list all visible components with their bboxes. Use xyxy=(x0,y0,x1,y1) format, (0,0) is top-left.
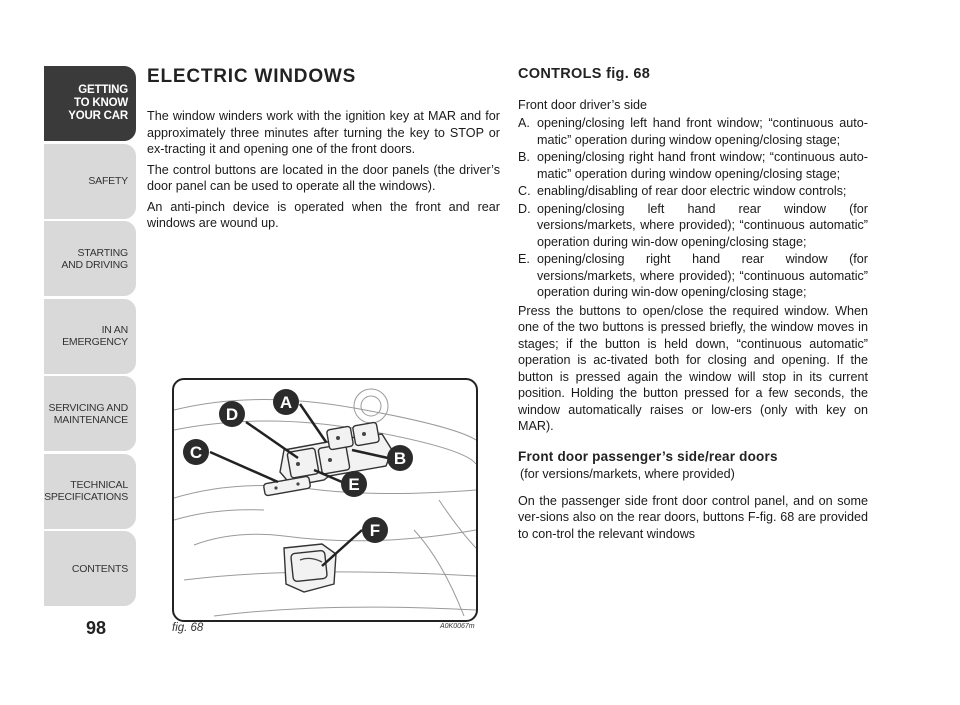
tab-getting-to-know-your-car[interactable] xyxy=(44,66,136,141)
tab-servicing-and-maintenance[interactable] xyxy=(44,376,136,451)
item-key: D. xyxy=(518,201,531,216)
controls-list xyxy=(518,115,868,301)
passenger-subheading: Front door passenger’s side/rear doors xyxy=(518,448,778,464)
tab-label: SAFETY xyxy=(88,175,128,187)
paragraph: An anti-pinch device is operated when the front and rear windows are wound up. xyxy=(147,199,500,230)
callout-label: D xyxy=(225,405,239,424)
callout-label: B xyxy=(393,449,407,468)
item-key: E. xyxy=(518,252,530,266)
window-controls-figure xyxy=(172,378,478,622)
item-text: opening/closing right hand rear window (for versions/markets, where provided); “continuous automatic” operation during win-dow opening/closing stage; xyxy=(537,252,868,299)
tab-label: TECHNICAL SPECIFICATIONS xyxy=(44,479,128,503)
tab-label: SERVICING AND MAINTENANCE xyxy=(48,401,128,426)
list-item xyxy=(518,201,868,251)
item-key: C. xyxy=(518,184,531,198)
list-item xyxy=(518,251,868,301)
press-paragraph: Press the buttons to open/close the required window. When one of the two buttons is pressed briefly, the window moves in stages; if the button is held down, “continuous automatic” operation is ac-tivated both for closing and opening. If the button is pressed again the window will stop in its current position. Holding the button pressed for a few seconds, the window automatically raises or low-ers (only with key on MAR). xyxy=(518,303,868,433)
tab-label: GETTING TO KNOW YOUR CAR xyxy=(68,84,128,122)
callout-b xyxy=(387,445,413,471)
figure-caption: fig. 68 xyxy=(172,622,204,634)
callout-label: F xyxy=(369,521,381,540)
passenger-subnote: (for versions/markets, where provided) xyxy=(520,467,735,481)
tab-starting-and-driving[interactable] xyxy=(44,221,136,296)
controls-intro: Front door driver’s side xyxy=(518,97,648,112)
figure-code: A0K0067m xyxy=(440,623,475,630)
section-tabs xyxy=(44,66,136,609)
callout-label: E xyxy=(348,475,360,494)
tab-label: CONTENTS xyxy=(71,562,128,575)
tab-in-an-emergency[interactable] xyxy=(44,299,136,374)
callout-label: C xyxy=(189,443,203,462)
list-item xyxy=(518,115,868,148)
item-text: enabling/disabling of rear door electric window controls; xyxy=(537,184,847,198)
item-text: opening/closing left hand front window; “continuous auto-matic” operation during window opening/closing stage; xyxy=(537,116,868,147)
intro-text xyxy=(147,108,500,236)
list-item xyxy=(518,149,868,182)
callout-f xyxy=(362,517,388,543)
callout-e xyxy=(341,471,367,497)
item-key: A. xyxy=(518,116,530,130)
passenger-paragraph: On the passenger side front door control panel, and on some ver-sions also on the rear doors, buttons F-fig. 68 are provided to con-trol the relevant windows xyxy=(518,493,868,541)
item-text: opening/closing left hand rear window (for versions/markets, where provided); “continuous automatic” operation during win-dow opening/closing stage; xyxy=(537,201,868,249)
list-item xyxy=(518,183,868,200)
tab-safety[interactable] xyxy=(44,144,136,219)
tab-label: IN AN EMERGENCY xyxy=(62,324,128,348)
door-panel-illustration xyxy=(174,380,476,620)
tab-label: STARTING AND DRIVING xyxy=(61,246,128,271)
paragraph: The control buttons are located in the door panels (the driver’s door panel can be used to operate all the windows). xyxy=(147,162,500,193)
callout-a xyxy=(273,389,299,415)
page-number: 98 xyxy=(86,618,107,638)
item-key: B. xyxy=(518,150,530,164)
controls-heading: CONTROLS fig. 68 xyxy=(518,66,651,82)
item-text: opening/closing right hand front window; “continuous auto-matic” operation during window opening/closing stage; xyxy=(537,150,868,181)
section-title: ELECTRIC WINDOWS xyxy=(147,66,357,87)
callout-d xyxy=(219,401,245,427)
controls-section xyxy=(518,66,868,544)
paragraph: The window winders work with the ignition key at MAR and for approximately three minutes after turning the key to STOP or ex-tracting it and opening one of the front doors. xyxy=(147,109,500,156)
callout-c xyxy=(183,439,209,465)
tab-technical-specifications[interactable] xyxy=(44,454,136,529)
callout-label: A xyxy=(279,393,293,412)
tab-contents[interactable] xyxy=(44,531,136,606)
